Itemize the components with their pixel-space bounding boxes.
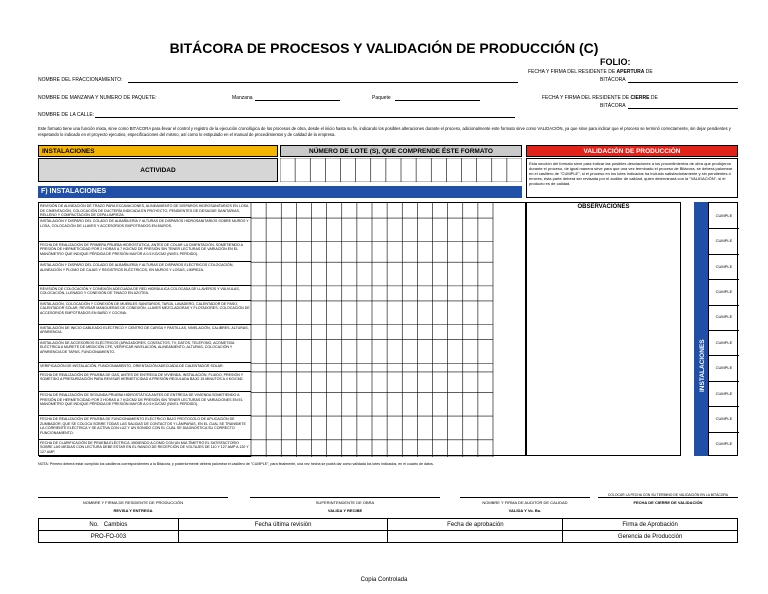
cumple-checkbox[interactable]: CUMPLE bbox=[715, 441, 733, 447]
lote-header: NÚMERO DE LOTE (S), QUE COMPRENDE ÉSTE FORMATO bbox=[280, 145, 522, 157]
cumple-checkbox[interactable]: CUMPLE bbox=[715, 415, 733, 421]
paquete-label: Paquete bbox=[372, 95, 391, 101]
activity-row: REVISIÓN DE ALINEACIÓN DE TRAZO PARA EXCAVACIONES, ALINEAMIENTO DE DISPAROS HIDROSANITARIOS EN LOSA DE CIMENTACIÓN, COLOCACIÓN DE DUCTERÍA INDICADA EN PROYECTO, PENDIENTES DE DESAGÜE SANITARIAS, RELLENO Y COMPACTACIÓN DE CEPA LIMPIEZA. bbox=[39, 203, 251, 218]
residente-signature-line[interactable] bbox=[38, 497, 228, 498]
cumple-checkbox[interactable]: CUMPLE bbox=[715, 365, 733, 371]
control-fecha-revision: Fecha última revisión bbox=[178, 519, 388, 531]
fraccionamiento-line[interactable] bbox=[128, 82, 518, 83]
cumple-checkbox[interactable]: CUMPLE bbox=[715, 314, 733, 320]
manzana-label: Manzana bbox=[232, 95, 253, 101]
cumple-checkbox[interactable]: CUMPLE bbox=[715, 390, 733, 396]
activity-row: INSTALACIÓN, COLOCACIÓN Y CONEXIÓN DE MUEBLES SANITARIOS, TARJA, LAVADERO, CALENTADOR DE PASO, CALENTADOR SOLAR, REVISAR MANGUERAS DE CONEXIÓN, LLAVES MEZCLADORAS Y FLOTADORES, COLOCACIÓN DE ACCESORIOS EMPOTRADOS EN BAÑO Y COCINA. bbox=[39, 301, 251, 325]
activity-row: INSTALACIÓN Y DISPARO DEL COLADO DE ALBAÑILERÍA Y ALTURAS DE DISPAROS ELÉCTRICOS COLOCACIÓN, ALINEACIÓN Y PLOMO DE CAJAS Y REGISTROS ELÉCTRICOS, EN MUROS Y LOSAS, LIMPIEZA. bbox=[39, 262, 251, 286]
cumple-divider bbox=[709, 432, 739, 433]
apertura-word: APERTURA bbox=[616, 69, 645, 75]
activity-row: FECHA DE REALIZACIÓN DE PRUEBA DE FUNCIONAMIENTO ELÉCTRICO BAJO PROTOCOLO DE APLICACIÓN DE ZUMBADOR, QUE SE COLOCA SOBRE TODAS LAS SALIDAS DE CONTACTOS Y LÁMPARAS, EN EL CUAL SE TRANSMITE LA CORRIENTE ELÉCTRICA Y SE ACTIVA CON LUZ Y UN SONIDO CON EL CUAL SE DIAGNOSTICA SU CORRECTO FUNCIONAMIENTO. bbox=[39, 416, 251, 440]
fecha-cierre-validacion-label: FECHA DE CIERRE DE VALIDACIÓN bbox=[633, 500, 703, 505]
control-empty-2 bbox=[388, 531, 563, 543]
fecha-apertura-text: FECHA Y FIRMA DEL RESIDENTE DE bbox=[528, 69, 616, 75]
cumple-divider bbox=[709, 279, 739, 280]
folio-label: FOLIO: bbox=[600, 57, 631, 67]
calle-label: NOMBRE DE LA CALLE: bbox=[38, 112, 95, 118]
activity-row: FECHA DE REALIZACIÓN DE PRIMERA PRUEBA HIDROSTÁTICA, ANTES DE COLAR LA CIMENTACIÓN, SOMETIENDO A PRESIÓN DE HERMETICIDAD POR 2 HORAS A 7 KG/CM2 DE PRESIÓN SIN TENER LECTURAS DE VARIACIÓN EN EL MANÓMETRO QUE INDIQUE PÉRDIDA DE PRESIÓN MAYOR A 0.5 KG/CM2 (NIVEL PERDIDO). bbox=[39, 242, 251, 262]
copia-controlada: Copia Controlada bbox=[360, 577, 408, 583]
document-title: BITÁCORA DE PROCESOS Y VALIDACIÓN DE PRODUCCIÓN (C) bbox=[169, 40, 599, 56]
residente-signature-label: NOMBRE Y FIRMA DE RESIDENTE DE PRODUCCIÓN bbox=[82, 500, 184, 505]
manzana-paquete-label: NOMBRE DE MANZANA Y NUMERO DE PAQUETE: bbox=[38, 95, 157, 101]
superintendente-signature-line[interactable] bbox=[250, 497, 440, 498]
control-empty-1 bbox=[178, 531, 388, 543]
fraccionamiento-label: NOMBRE DEL FRACCIONAMIENTO: bbox=[38, 77, 123, 83]
cumple-divider bbox=[709, 330, 739, 331]
observaciones-title: OBSERVACIONES bbox=[577, 204, 630, 210]
activity-row: INSTALACIÓN DE ACCESORIOS ELÉCTRICOS (APAGADORES, CONTACTOS, TV, DATOS, TELÉFONO, ACOMETIDA ELÉCTRICA A MURETE DE MEDICIÓN CFE, VERIFICAR NIVELACIÓN, ALINEAMIENTO, ALTURAS, COLOCACIÓN Y APARIENCIA DE TAPAS, FUNCIONAMIENTO. bbox=[39, 340, 251, 364]
superintendente-label: SUPERINTENDENTE DE OBRA bbox=[315, 500, 375, 505]
activity-row: FECHA DE REALIZACIÓN DE SEGUNDA PRUEBA HIDROSTÁTICA ANTES DE ENTREGA DE VIVIENDA SOMETIENDO A PRESIÓN DE HERMETICIDAD POR 2 HORAS A 7 KG/CM2 DE PRESIÓN SIN TENER LECTURAS DE VARIACIONES EN EL MANÓMETRO QUE INDIQUE PÉRDIDA DE PRESIÓN MAYOR A 0.5 KG/CM2 (NIVEL PERDIDO). bbox=[39, 392, 251, 416]
control-gerencia: Gerencia de Producción bbox=[563, 531, 738, 543]
intro-paragraph: Este formato tiene una función mixta, sirve como BITÁCORA para llevar el control y registro de la ejecución cronológica de los procesos de obra, desde el inicio hasta su fin, indicando los posibles alteraciones durante el proceso, adicionalmente este formato sirve como VALIDACIÓN, ya que sirve para indicar que el proceso se terminó correctamente, sin dejar pendientes y respetando lo indicado en el proyecto ejecutivo, especificaciones del mismo, así como lo estipulado en el manual de procedimientos y de calidad de la empresa. bbox=[38, 126, 731, 137]
fecha-cierre-text: FECHA Y FIRMA DEL RESIDENTE DE bbox=[542, 95, 630, 101]
auditor-signature-line[interactable] bbox=[460, 497, 590, 498]
cierre-word: CIERRE bbox=[630, 95, 650, 101]
observaciones-box[interactable] bbox=[526, 202, 681, 456]
paquete-line[interactable] bbox=[395, 100, 480, 101]
instalaciones-vertical-label bbox=[694, 202, 708, 456]
cumple-divider bbox=[709, 381, 739, 382]
cumple-checkbox[interactable]: CUMPLE bbox=[715, 339, 733, 345]
revisa-entrega-label: REVISA Y ENTREGA bbox=[113, 508, 153, 513]
apertura-line[interactable] bbox=[628, 82, 738, 83]
activity-row: INSTALACIÓN DE INICIO CABLEADO ELÉCTRICO Y CENTRO DE CARGA Y PASTILLAS, NIVELACIÓN, CALIBRES, ALTURAS, APARIENCIA. bbox=[39, 325, 251, 340]
control-no: No. bbox=[89, 521, 99, 528]
activity-row: FECHA DE CLARIFICACIÓN DE PRUEBA ELÉCTRICA, MIDIENDO A COMO CON UN MULTÍMETRO EL SATISFACTORIO SOBRE LAS MEDIAS CON LECTURA DEBE ESTAR EN EL RANGO DE RECEPCIÓN DE VOLTAJES DE 110 Y 127 AMP A 120 Y 127 AMP. bbox=[39, 440, 251, 457]
control-code: PRO-FO-003 bbox=[39, 531, 179, 543]
document-control-table bbox=[38, 518, 738, 543]
control-cambios: Cambios bbox=[103, 521, 128, 528]
activity-row: VERIFICACIÓN DE INSTALACIÓN, FUNCIONAMIENTO, ORIENTACIÓN ADECUADA DE CALENTADOR SOLAR. bbox=[39, 363, 251, 372]
note-text: NOTA: Primero deberá estar cumplido los casilleros correspondientes a la Bitácora, y posteriormente deberá palomear el casillero de "CUMPLE", para finalmente, una vez hecha se podrá dar como validada los lotes indicados, en el cuadro de datos. bbox=[38, 462, 434, 466]
cumple-checkbox[interactable]: CUMPLE bbox=[715, 238, 733, 244]
cumple-divider bbox=[709, 254, 739, 255]
lote-number-grid[interactable] bbox=[280, 158, 522, 182]
svg-text:INSTALACIONES: INSTALACIONES bbox=[699, 339, 706, 392]
cierre-line[interactable] bbox=[628, 108, 738, 109]
activity-row: FECHA DE REALIZACIÓN DE PRUEBA DE GAS, ANTES DE ENTREGA DE VIVIENDA. INSTALACIÓN, FLUIDO, PRESIÓN Y SOMETIDO A PRESURIZACIÓN PARA REVISAR HERMETICIDAD A PRESIÓN REGULADA BAJO 15 MINUTOS A 4 KG/CM2. bbox=[39, 372, 251, 392]
colocar-fecha-label: COLOCAR LA FECHA CON SU TERMINO DE VALIDACIÓN EN LA BITÁCORA bbox=[607, 493, 729, 497]
validacion-header: VALIDACIÓN DE PRODUCCIÓN bbox=[526, 145, 738, 157]
valida-vobo-label: VALIDA Y Vo. Bo. bbox=[508, 508, 542, 513]
cumple-divider bbox=[709, 228, 739, 229]
fecha-cierre-de: DE bbox=[650, 95, 658, 101]
instalaciones-header: INSTALACIONES bbox=[38, 145, 278, 157]
control-no-cambios bbox=[39, 519, 179, 531]
fecha-apertura-de: DE bbox=[645, 69, 653, 75]
actividad-header: ACTIVIDAD bbox=[38, 158, 278, 182]
cumple-column bbox=[708, 202, 738, 456]
cumple-checkbox[interactable]: CUMPLE bbox=[715, 263, 733, 269]
fecha-apertura-label bbox=[528, 69, 653, 75]
bitacora-label-1: BITÁCORA bbox=[600, 77, 626, 83]
valida-recibe-label: VALIDA Y RECIBE bbox=[327, 508, 363, 513]
cumple-divider bbox=[709, 305, 739, 306]
control-fecha-aprobacion: Fecha de aprobación bbox=[388, 519, 563, 531]
cumple-checkbox[interactable]: CUMPLE bbox=[715, 288, 733, 294]
fecha-cierre-line[interactable] bbox=[598, 497, 738, 498]
activity-grid bbox=[38, 202, 526, 456]
activity-row: REVISIÓN DE COLOCACIÓN Y CONEXIÓN ADECUADA DE RED HIDRÁULICA COLOCADA DE LLAVEROS Y VÁLVULAS, COLOCACIÓN, LLENADO Y CONEXIÓN DE TINACO EN AZOTEA. bbox=[39, 286, 251, 301]
manzana-line[interactable] bbox=[255, 100, 340, 101]
auditor-label: NOMBRE Y FIRMA DE AUDITOR DE CALIDAD bbox=[482, 500, 568, 505]
fecha-cierre-label bbox=[542, 95, 658, 101]
cumple-divider bbox=[709, 406, 739, 407]
activity-row: INSTALACIÓN Y DISPARO DEL COLADO DE ALBAÑILERÍA Y ALTURAS DE DISPAROS HIDROSANITARIOS SOBRE MUROS Y LOSA, COLOCACIÓN DE LLAVES Y ACCESORIOS EMPOTRADOS EN MUROS. bbox=[39, 218, 251, 242]
calle-line[interactable] bbox=[95, 117, 515, 118]
control-firma-aprobacion: Firma de Aprobación bbox=[563, 519, 738, 531]
bitacora-label-2: BITÁCORA bbox=[600, 103, 626, 109]
cumple-divider bbox=[709, 355, 739, 356]
f-instalaciones-header: F) INSTALACIONES bbox=[38, 186, 522, 198]
validacion-description: Esta sección del formato sirve para indicar las posibles desviaciones a los procedimientos de obra que produjeron durante el proceso, de igual manera sirve para que una vez terminado el proceso de Bitácora, se deberá palomear en el casillero de "CUMPLE", si el proceso en los lotes indicados ha incluido satisfactoriamente y sin pendientes ó errores, ésta parte deberá ser revisada por el auditor de calidad, quien determinará con la "VALIDACIÓN", si el producto es de calidad. bbox=[526, 158, 738, 198]
cumple-checkbox[interactable]: CUMPLE bbox=[715, 212, 733, 218]
